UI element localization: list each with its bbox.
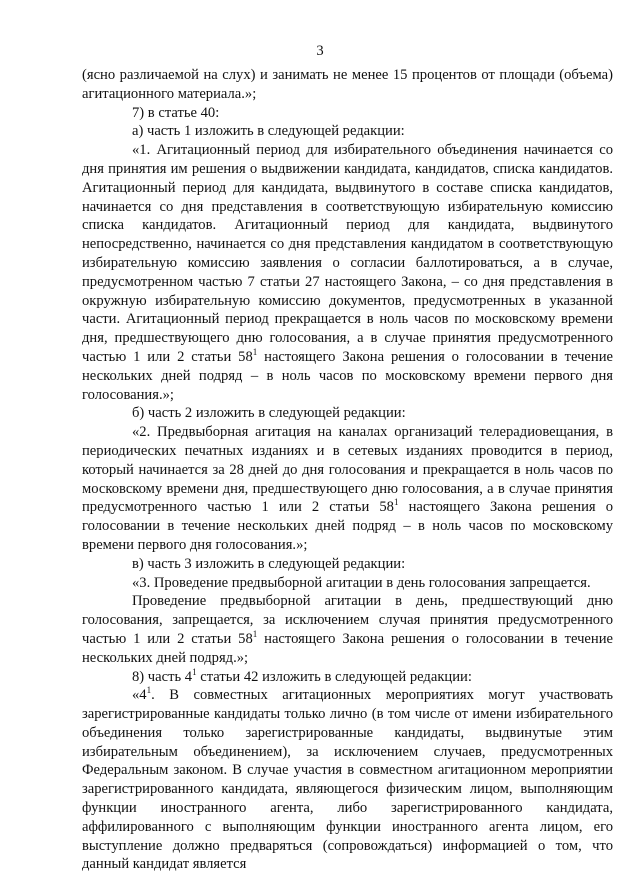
paragraph — [82, 141, 613, 404]
paragraph-text: настоящего Закона решения о голосовании в течение нескольких дней подряд – в ноль часов по московскому времени первого дня голосования.»; — [82, 348, 613, 403]
paragraph-text: а) часть 1 изложить в следующей редакции: — [132, 123, 405, 140]
paragraph-text: 7) в статье 40: — [132, 104, 220, 121]
paragraph-text: Проведение предвыборной агитации в день, предшествующий дню голосования, запрещается, за исключением случая принятия предусмотренного частью 1 или 2 статьи 58 — [82, 593, 613, 647]
paragraph — [82, 592, 613, 667]
paragraph — [82, 668, 613, 687]
paragraph-text: «1. Агитационный период для избирательного объединения начинается со дня принятия им решения о выдвижении кандидата, кандидатов, списка кандидатов. Агитационный период для кандидата, выдвинутого в составе списка кандидатов, начинается со дня представления в соответствующую избирательную комиссию списка кандидатов. Агитационный период для кандидата, выдвинутого непосредственно, начинается со дня представления кандидатом в соответствующую избирательную комиссию заявления о согласии баллотироваться, а в случае, предусмотренном частью 7 статьи 27 настоящего Закона, – со дня представления в окружную избирательную комиссию документов, предусмотренных в указанной части. Агитационный период прекращается в ноль часов по московскому времени дня, предшествующего дню голосования, а в случае принятия предусмотренного частью 1 или 2 статьи 58 — [82, 142, 613, 365]
superscript: 1 — [252, 628, 258, 639]
paragraph-text: «4 — [132, 687, 147, 704]
paragraph-text: настоящего Закона решения о голосовании в течение нескольких дней подряд.»; — [82, 630, 613, 666]
paragraph — [82, 404, 613, 423]
paragraph-text: «3. Проведение предвыборной агитации в день голосования запрещается. — [132, 574, 591, 591]
paragraph — [82, 574, 613, 593]
paragraph-text: «2. Предвыборная агитация на каналах организаций телерадиовещания, в периодических печатных изданиях и в сетевых изданиях проводится в период, который начинается за 28 дней до дня голосования и прекращается в ноль часов по московскому времени дня, предшествующего дню голосования, а в случае принятия предусмотренного частью 1 или 2 статьи 58 — [82, 424, 613, 516]
superscript: 1 — [393, 497, 399, 508]
paragraph — [82, 423, 613, 555]
paragraph — [82, 122, 613, 141]
paragraph — [82, 104, 613, 123]
paragraph-text: статьи 42 изложить в следующей редакции: — [196, 668, 472, 685]
document-body — [82, 66, 613, 874]
superscript: 1 — [146, 685, 152, 696]
paragraph-text: . В совместных агитационных мероприятиях могут участвовать зарегистрированные кандидаты только лично (в том числе от имени избирательного объединения только зарегистрированные кандидаты, выдвинутые этим избирательным объединением), за исключением случаев, предусмотренных Федеральным законом. В случае участия в совместном агитационном мероприятии зарегистрированного кандидата, являющегося физическим лицом, выполняющим функции иностранного агента, либо зарегистрированного кандидата, аффилированного с выполняющим функции иностранного агента лицом, его выступление должно предваряться (сопровождаться) информацией о том, что данный кандидат является — [82, 687, 613, 873]
paragraph-text: б) часть 2 изложить в следующей редакции: — [132, 405, 406, 422]
paragraph — [82, 686, 613, 874]
superscript: 1 — [192, 666, 197, 677]
superscript: 1 — [252, 346, 258, 357]
paragraph-text: настоящего Закона решения о голосовании в течение нескольких дней подряд – в ноль часов по московскому времени первого дня голосования.»; — [82, 499, 613, 553]
page-number: 3 — [316, 43, 324, 59]
paragraph — [82, 66, 613, 104]
paragraph — [82, 555, 613, 574]
paragraph-text: в) часть 3 изложить в следующей редакции: — [132, 555, 406, 572]
paragraph-text: (ясно различаемой на слух) и занимать не менее 15 процентов от площади (объема) агитационного материала.»; — [82, 67, 613, 102]
paragraph-text: 8) часть 4 — [132, 668, 193, 685]
